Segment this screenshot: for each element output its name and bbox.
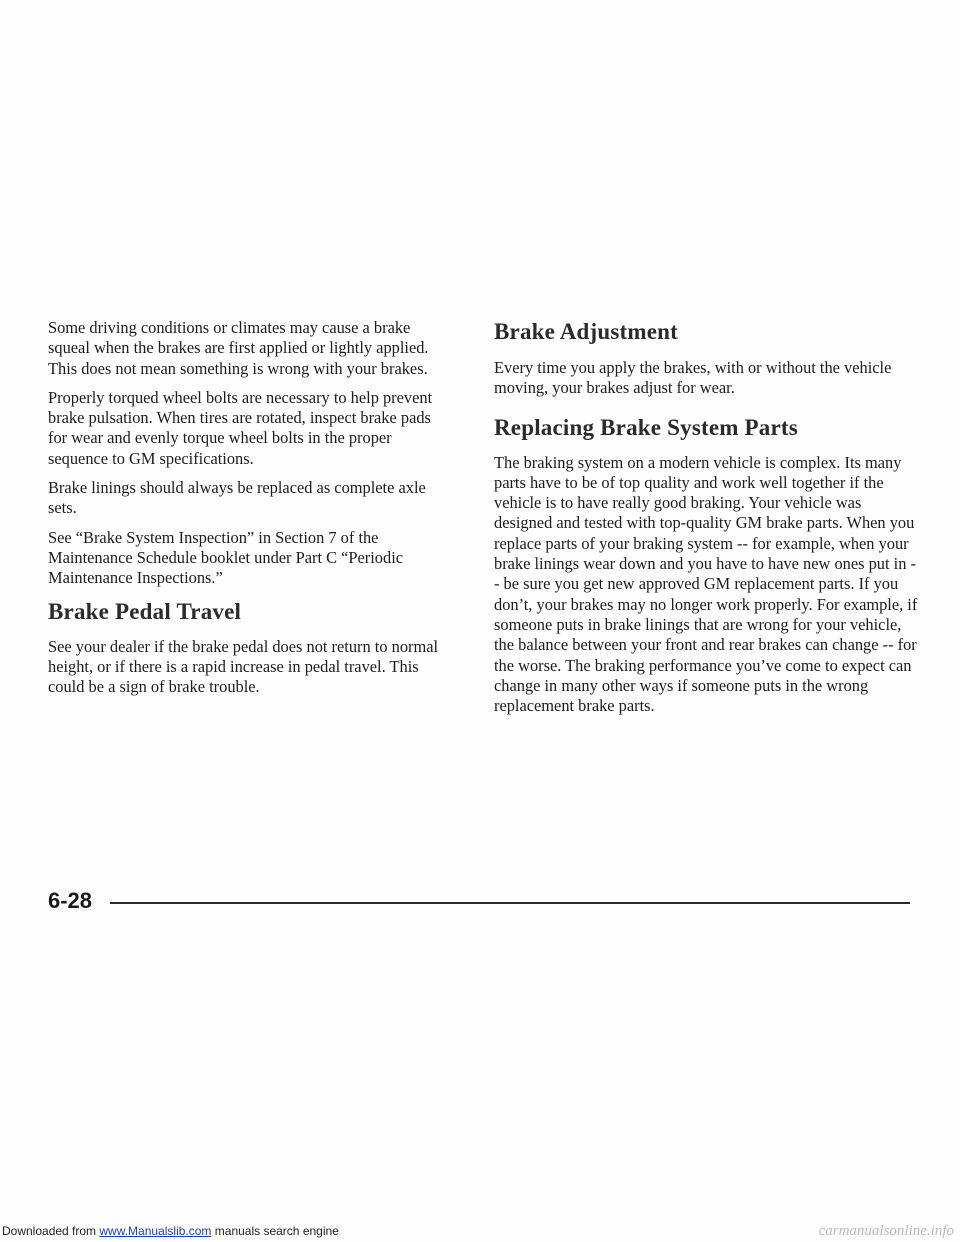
right-column bbox=[494, 318, 918, 725]
page-number: 6-28 bbox=[48, 888, 93, 913]
brake-pedal-travel-paragraph: See your dealer if the brake pedal does not return to normal height, or if there is a rapid increase in pedal travel. This could be a sign of brake trouble. bbox=[48, 636, 439, 697]
inspection-reference-paragraph: See “Brake System Inspection” in Section 7 of the Maintenance Schedule booklet under Part C “Periodic Maintenance Inspections.” bbox=[48, 527, 404, 588]
brake-adjustment-paragraph: Every time you apply the brakes, with or without the vehicle moving, your brakes adjust for wear. bbox=[494, 358, 892, 398]
brake-squeal-paragraph: Some driving conditions or climates may cause a brake squeal when the brakes are first applied or lightly applied. This does not mean something is wrong with your brakes. bbox=[48, 318, 429, 378]
brake-linings-paragraph: Brake linings should always be replaced as complete axle sets. bbox=[48, 478, 426, 518]
replacing-brake-parts-heading: Replacing Brake System Parts bbox=[494, 414, 798, 440]
brake-adjustment-heading: Brake Adjustment bbox=[494, 319, 679, 344]
left-column bbox=[48, 318, 452, 706]
download-watermark bbox=[2, 1222, 958, 1240]
wheel-bolts-paragraph: Properly torqued wheel bolts are necessary to help prevent brake pulsation. When tires are rotated, inspect brake pads for wear and evenly torque wheel bolts in the proper sequence to GM specifications. bbox=[48, 387, 433, 468]
replacing-brake-parts-paragraph: The braking system on a modern vehicle is complex. Its many parts have to be of top quality and work well together if the vehicle is to have really good braking. Your vehicle was designed and tested with top-quality GM brake parts. When you replace parts of your braking system -- for example, when your brake linings wear down and you have to have new ones put in -- be sure you get new approved GM replacement parts. If you don’t, your brakes may no longer work properly. For example, if someone puts in brake linings that are wrong for your vehicle, the balance between your front and rear brakes can change -- for the worse. The braking performance you’ve come to expect can change in many other ways if someone puts in the wrong replacement brake parts. bbox=[494, 452, 918, 716]
carmanualsonline-watermark: carmanualsonline.info bbox=[818, 1223, 954, 1239]
watermark-suffix: manuals search engine bbox=[211, 1224, 339, 1238]
footer-rule bbox=[110, 902, 910, 904]
watermark-prefix: Downloaded from bbox=[2, 1224, 100, 1238]
brake-pedal-travel-heading: Brake Pedal Travel bbox=[48, 598, 242, 624]
manualslib-link[interactable]: www.Manualslib.com bbox=[99, 1224, 212, 1238]
page-footer bbox=[48, 887, 910, 915]
